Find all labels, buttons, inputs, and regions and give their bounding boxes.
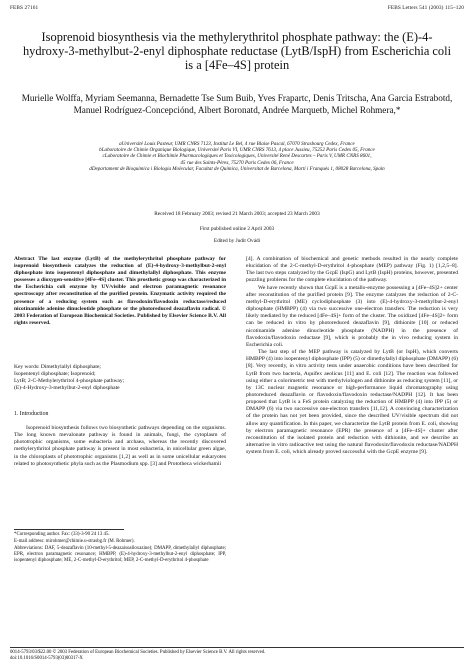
footer-divider xyxy=(10,647,464,648)
affiliation-b: bLaboratoire de Chimie Organique Biologique, Université Paris VI, UMR CNRS 7613, 4 place Jussieu, 75252 Paris Cedex 05, France xyxy=(99,147,375,154)
copyright-footer xyxy=(10,650,265,662)
right-paragraph-2: We have recently shown that GcpE is a metallo-enzyme possessing a [4Fe–4S]2+ center after reconstitution of the purified protein [9]. The enzyme catalyzes the reduction of 2-C-methyl-D-erythritol (ME) cyclodiphosphate (3) into (E)-4-hydroxy-3-methylbut-2-enyl diphosphate (HMBPP) (4) via two successive one-electron transfers. The reduction is very likely mediated by the reduced [4Fe–4S]+ form of the cluster. The oxidized [4Fe–4S]2+ form can be reduced in vitro by photoreduced deazaflavin [9], dithionite [10] or reduced nicotinamide adenine dinucleotide phosphate (NADPH) in the presence of flavodoxin/flavodoxin reductase [9], which is probably the in vivo reducing system in Escherichia coli. xyxy=(246,284,458,348)
right-paragraph-1: [4]. A combination of biochemical and genetic methods resulted in the nearly complete elucidation of the 2-C-methyl-D-erythritol 4-phosphate (MEP) pathway (Fig. 1) [1,2,5–8]. The last two steps catalyzed by the GcpE (IspG) and LytB (IspH) proteins, however, presented puzzling problems for the complete elucidation of the pathway. xyxy=(246,256,458,284)
article-title: Isoprenoid biosynthesis via the methylerythritol phosphate pathway: the (E)-4-hydroxy-3-methylbut-2-enyl diphosphate reductase (LytB/IspH) from Escherichia coli is a [4Fe–4S] protein xyxy=(22,30,452,73)
affiliation-d: dDepartament de Bioquímica i Biologia Molecular, Facultat de Química, Universitat de Barcelona, Martí i Franquès 1, 08028 Barcelona, Spain xyxy=(89,165,385,172)
footnotes xyxy=(14,532,226,565)
affiliation-a: aUniversité Louis Pasteur, UMR CNRS 7123, Institut Le Bel, 4 rue Blaise Pascal, 67070 Strasbourg Cedex, France xyxy=(119,141,355,147)
section-heading-introduction: 1. Introduction xyxy=(14,411,49,417)
footnote-divider xyxy=(14,529,124,530)
keywords-line-4: (E)-4-Hydroxy-3-methylbut-2-enyl diphosphate xyxy=(14,385,120,392)
keywords xyxy=(14,364,226,392)
keywords-line-2: Isopentenyl diphosphate; Isoprenoid; xyxy=(14,371,96,378)
journal-citation: FEBS Letters 541 (2003) 115–120 xyxy=(387,5,464,11)
copyright-line: 0014-5793/03/$22.00 © 2003 Federation of European Biochemical Societies. Published by Elsevier Science B.V. All rights reserved. xyxy=(10,650,266,655)
affiliation-c: cLaboratoire de Chimie et Biochimie Pharmacologiques et Toxicologiques, Université René Descartes – Paris V, UMR CNRS 8601, xyxy=(102,153,372,160)
doi-line: doi:10.1016/S0014-5793(03)00317-X xyxy=(10,655,83,661)
introduction-text xyxy=(14,425,226,468)
abbreviations-note: Abbreviations: DAF, 5-deazaflavin (10-methyl-5-deazaisoalloxazine); DMAPP, dimethylallyl diphosphate; EPR, electron paramagnetic resonance; HMBPP, (E)-4-hydroxy-3-methylbut-2-enyl diphosphate; IPP, isopentenyl diphosphate; ME, 2-C-methyl-D-erythritol; MEP, 2-C-methyl-D-erythritol 4-phosphate xyxy=(14,546,226,564)
email-note: E-mail address: mirohmer@chimie.u-strasbg.fr (M. Rohmer). xyxy=(14,539,135,545)
introduction-paragraph: Isoprenoid biosynthesis follows two biosynthetic pathways depending on the organisms. The long known mevalonate pathway is found in animals, fungi, the cytoplasm of phototrophic organisms, some eubacteria and archaea, whereas the recently discovered methylerythritol phosphate pathway is present in most eubacteria, in unicellular green algae, in the chloroplasts of phototrophic organisms [1,2] as well as in some unicellular eukaryotes related to photosynthetic phyla such as the Plasmodium spp. [3] and Prototheca wickerhamii xyxy=(14,425,226,467)
corresponding-author-note: *Corresponding author. Fax: (33)-3-90 24 13 45. xyxy=(14,532,110,537)
abstract xyxy=(14,256,226,327)
keywords-line-1: Key words: Dimethylallyl diphosphate; xyxy=(14,364,101,370)
right-paragraph-3: The last step of the MEP pathway is catalyzed by LytB (or IspH), which converts HMBPP (4) into isopentenyl diphosphate (IPP) (5) or dimethylallyl diphosphate (DMAPP) (6) [8]. Very recently, in vitro activity tests under anaerobic conditions have been described for LytB from two bacteria, Aquifex aeolicus [11] and E. coli [12]. The reaction was followed using either a colorimetric test with methylviologen and dithionite as reducing system [11], or by 13C nuclear magnetic resonance or high-performance liquid chromatography using photoreduced deazaflavin or flavodoxin/flavodoxin reductase/NADPH [12]. It has been proposed that LytB is a FeS protein catalyzing the reduction of HMBPP (4) into IPP (5) or DMAPP (6) via two successive one-electron transfers [11,12]. A convincing characterization of the protein has not yet been provided, since the described UV/visible spectrum did not allow any quantification. In this paper, we characterize the LytB protein from E. coli, showing by electron paramagnetic resonance (EPR) the presence of a [4Fe–4S]+ cluster after reconstitution of the isolated protein and reduction with dithionite, and we describe an alternative in vitro radioactive test using the natural flavodoxin/flavodoxin reductase/NADPH system from E. coli, which already proved successful with the GcpE enzyme [9]. xyxy=(246,349,458,456)
affiliation-c-cont: 45 rue des Saints-Pères, 75270 Paris Cedex 06, France xyxy=(180,159,294,166)
received-dates: Received 18 February 2003; revised 21 March 2003; accepted 23 March 2003 xyxy=(154,211,320,217)
right-column xyxy=(246,256,458,456)
author-list: Murielle Wolffa, Myriam Seemanna, Bernadette Tse Sum Buib, Yves Frapartc, Denis Tritscha, Ana Garcia Estrabotd, Manuel Rodríguez-Concepciónd, Albert Boronatd, Andrée Marquetb, Michel Rohmera,* xyxy=(21,93,453,115)
edited-by: Edited by Judit Ovádi xyxy=(213,238,261,244)
journal-code: FEBS 27161 xyxy=(10,5,39,11)
published-online: First published online 2 April 2003 xyxy=(199,226,275,232)
keywords-line-3: LytB; 2-C-Methylerythritol 4-phosphate pathway; xyxy=(14,378,125,385)
abstract-text: Abstract The last enzyme (LytB) of the methylerythritol phosphate pathway for isoprenoid biosynthesis catalyzes the reduction of (E)-4-hydroxy-3-methylbut-2-enyl diphosphate into isopentenyl diphosphate and dimethylallyl diphosphate. This enzyme possesses a dioxygen-sensitive [4Fe–4S] cluster. This prosthetic group was characterized in the Escherichia coli enzyme by UV/visible and electron paramagnetic resonance spectroscopy after reconstitution of the purified protein. Enzymatic activity required the presence of a reducing system such as flavodoxin/flavodoxin reductase/reduced nicotinamide adenine dinucleotide phosphate or the photoreduced deazaflavin radical. © 2003 Federation of European Biochemical Societies. Published by Elsevier Science B.V. All rights reserved. xyxy=(14,256,226,326)
affiliations xyxy=(18,141,456,172)
